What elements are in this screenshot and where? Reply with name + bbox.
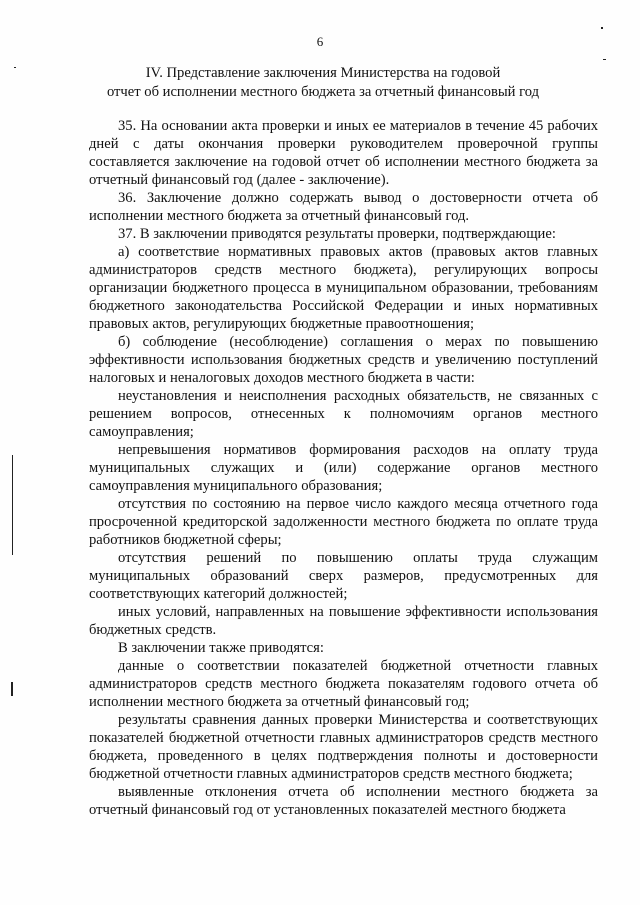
paragraph-deviations: выявленные отклонения отчета об исполнении местного бюджета за отчетный финансовый год от установленных показателей местного бюджета (89, 784, 598, 818)
body-text (89, 117, 598, 819)
paragraph-item-salary: отсутствия решений по повышению оплаты труда служащим муниципальных образований сверх размеров, предусмотренных для соответствующих категорий должностей; (89, 550, 598, 602)
heading-line-2: отчет об исполнении местного бюджета за отчетный финансовый год (106, 84, 540, 100)
scan-mark-left-line (12, 455, 13, 555)
scan-mark-left-tick (11, 682, 13, 696)
paragraph-data: данные о соответствии показателей бюджетной отчетности главных администраторов средств местного бюджета показателям годового отчета об исполнении местного бюджета за отчетный финансовый год; (89, 658, 598, 710)
paragraph-results: результаты сравнения данных проверки Министерства и соответствующих показателей бюджетной отчетности главных администраторов средств местного бюджета, проведенного в целях подтверждения полноты и достоверности бюджетной отчетности главных администраторов средств местного бюджета; (89, 712, 598, 782)
page-number: 6 (316, 34, 324, 49)
paragraph-37-b: б) соблюдение (несоблюдение) соглашения о мерах по повышению эффективности использования бюджетных средств и увеличению поступлений налоговых и неналоговых доходов местного бюджета в части: (89, 334, 598, 386)
scan-mark-left-dot (14, 67, 16, 68)
paragraph-item-obligations: неустановления и неисполнения расходных обязательств, не связанных с решением вопросов, отнесенных к полномочиям органов местного самоуправления; (89, 388, 598, 440)
paragraph-item-other: иных условий, направленных на повышение эффективности использования бюджетных средств. (89, 604, 598, 638)
scan-mark-right-dot (601, 27, 603, 29)
heading-line-1: IV. Представление заключения Министерства на годовой (145, 65, 501, 81)
paragraph-36: 36. Заключение должно содержать вывод о достоверности отчета об исполнении местного бюджета за отчетный финансовый год. (89, 190, 598, 224)
paragraph-also: В заключении также приводятся: (118, 640, 324, 656)
paragraph-item-standards: непревышения нормативов формирования расходов на оплату труда муниципальных служащих и (или) содержание органов местного самоуправления муниципального образования; (89, 442, 598, 494)
paragraph-item-arrears: отсутствия по состоянию на первое число каждого месяца отчетного года просроченной кредиторской задолженности местного бюджета по оплате труда работников бюджетной сферы; (89, 496, 598, 548)
scan-mark-right-dash (603, 59, 606, 60)
paragraph-35: 35. На основании акта проверки и иных ее материалов в течение 45 рабочих дней с даты окончания проверки руководителем проверочной группы составляется заключение на годовой отчет об исполнении местного бюджета за отчетный финансовый год (далее - заключение). (89, 118, 598, 188)
paragraph-37: 37. В заключении приводятся результаты проверки, подтверждающие: (118, 226, 556, 242)
section-heading (80, 64, 566, 102)
paragraph-37-a: а) соответствие нормативных правовых актов (правовых актов главных администраторов средств местного бюджета), регулирующих вопросы организации бюджетного процесса в муниципальном образовании, требованиям бюджетного законодательства Российской Федерации и иных нормативных правовых актов, регулирующих бюджетные правоотношения; (89, 244, 598, 332)
